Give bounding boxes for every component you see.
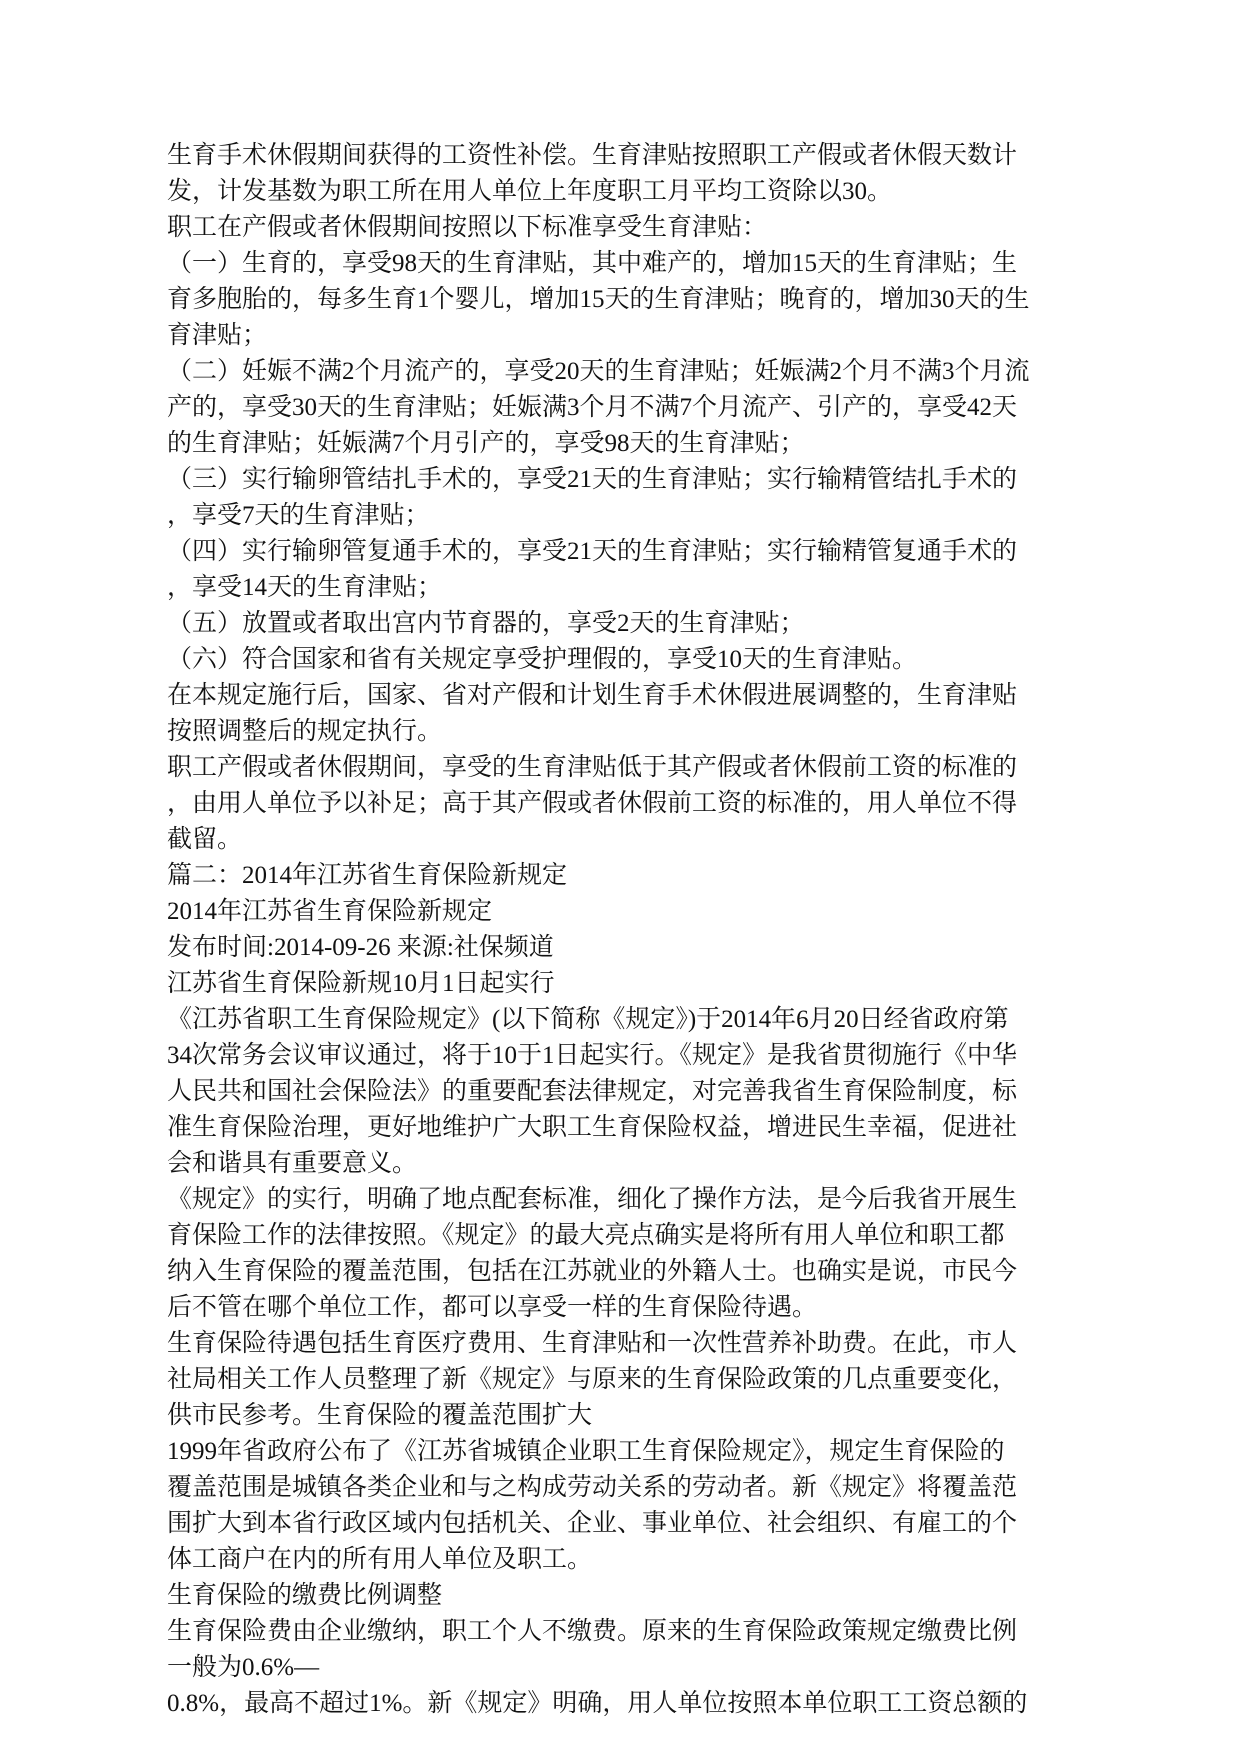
text-line: 生育保险的缴费比例调整 [167, 1582, 443, 1609]
text-line: 准生育保险治理，更好地维护广大职工生育保险权益，增进民生幸福，促进社 [167, 1114, 1018, 1141]
text-line: 一般为0.6%— [167, 1654, 320, 1681]
text-line: 篇二：2014年江苏省生育保险新规定 [167, 862, 568, 889]
text-line: （三）实行输卵管结扎手术的，享受21天的生育津贴；实行输精管结扎手术的 [167, 466, 1018, 493]
text-line: 《江苏省职工生育保险规定》(以下简称《规定》)于2014年6月20日经省政府第 [167, 1006, 1009, 1033]
text-line: 体工商户在内的所有用人单位及职工。 [167, 1546, 593, 1573]
text-line: 生育手术休假期间获得的工资性补偿。生育津贴按照职工产假或者休假天数计 [167, 142, 1018, 169]
text-line: ，享受14天的生育津贴； [167, 574, 443, 601]
text-line: 的生育津贴；妊娠满7个月引产的，享受98天的生育津贴； [167, 430, 805, 457]
text-line: 育保险工作的法律按照。《规定》的最大亮点确实是将所有用人单位和职工都 [167, 1222, 1005, 1249]
text-line: 围扩大到本省行政区域内包括机关、企业、事业单位、社会组织、有雇工的个 [167, 1510, 1018, 1537]
text-line: 后不管在哪个单位工作，都可以享受一样的生育保险待遇。 [167, 1294, 818, 1321]
text-line: ，享受7天的生育津贴； [167, 502, 430, 529]
document-body [167, 138, 1087, 1722]
text-line: 发布时间:2014-09-26 来源:社保频道 [167, 934, 554, 961]
text-line: （四）实行输卵管复通手术的，享受21天的生育津贴；实行输精管复通手术的 [167, 538, 1018, 565]
text-line: 1999年省政府公布了《江苏省城镇企业职工生育保险规定》，规定生育保险的 [167, 1438, 1005, 1465]
text-line: 育津贴； [167, 322, 268, 349]
text-line: 34次常务会议审议通过，将于10于1日起实行。《规定》是我省贯彻施行《中华 [167, 1042, 1018, 1069]
text-line: 按照调整后的规定执行。 [167, 718, 443, 745]
text-line: 产的，享受30天的生育津贴；妊娠满3个月不满7个月流产、引产的，享受42天 [167, 394, 1018, 421]
text-line: 社局相关工作人员整理了新《规定》与原来的生育保险政策的几点重要变化， [167, 1366, 1018, 1393]
text-line: 职工在产假或者休假期间按照以下标准享受生育津贴： [167, 214, 768, 241]
text-line: 人民共和国社会保险法》的重要配套法律规定，对完善我省生育保险制度，标 [167, 1078, 1018, 1105]
text-line: 0.8%，最高不超过1%。新《规定》明确，用人单位按照本单位职工工资总额的 [167, 1690, 1028, 1717]
text-line: 会和谐具有重要意义。 [167, 1150, 418, 1177]
text-line: （五）放置或者取出宫内节育器的，享受2天的生育津贴； [167, 610, 805, 637]
text-line: （一）生育的，享受98天的生育津贴，其中难产的，增加15天的生育津贴；生 [167, 250, 1018, 277]
text-line: 育多胞胎的，每多生育1个婴儿，增加15天的生育津贴；晚育的，增加30天的生 [167, 286, 1030, 313]
text-line: 覆盖范围是城镇各类企业和与之构成劳动关系的劳动者。新《规定》将覆盖范 [167, 1474, 1018, 1501]
text-line: （六）符合国家和省有关规定享受护理假的，享受10天的生育津贴。 [167, 646, 918, 673]
text-line: 发，计发基数为职工所在用人单位上年度职工月平均工资除以30。 [167, 178, 893, 205]
text-line: 纳入生育保险的覆盖范围，包括在江苏就业的外籍人士。也确实是说，市民今 [167, 1258, 1018, 1285]
text-line: 《规定》的实行，明确了地点配套标准，细化了操作方法，是今后我省开展生 [167, 1186, 1018, 1213]
text-line: ，由用人单位予以补足；高于其产假或者休假前工资的标准的，用人单位不得 [167, 790, 1018, 817]
text-line: 江苏省生育保险新规10月1日起实行 [167, 970, 555, 997]
text-line: 在本规定施行后，国家、省对产假和计划生育手术休假进展调整的，生育津贴 [167, 682, 1018, 709]
text-line: 生育保险费由企业缴纳，职工个人不缴费。原来的生育保险政策规定缴费比例 [167, 1618, 1018, 1645]
text-line: 2014年江苏省生育保险新规定 [167, 898, 493, 925]
text-line: 生育保险待遇包括生育医疗费用、生育津贴和一次性营养补助费。在此，市人 [167, 1330, 1018, 1357]
text-line: 职工产假或者休假期间，享受的生育津贴低于其产假或者休假前工资的标准的 [167, 754, 1018, 781]
text-line: （二）妊娠不满2个月流产的，享受20天的生育津贴；妊娠满2个月不满3个月流 [167, 358, 1030, 385]
text-line: 供市民参考。生育保险的覆盖范围扩大 [167, 1402, 593, 1429]
text-line: 截留。 [167, 826, 243, 853]
